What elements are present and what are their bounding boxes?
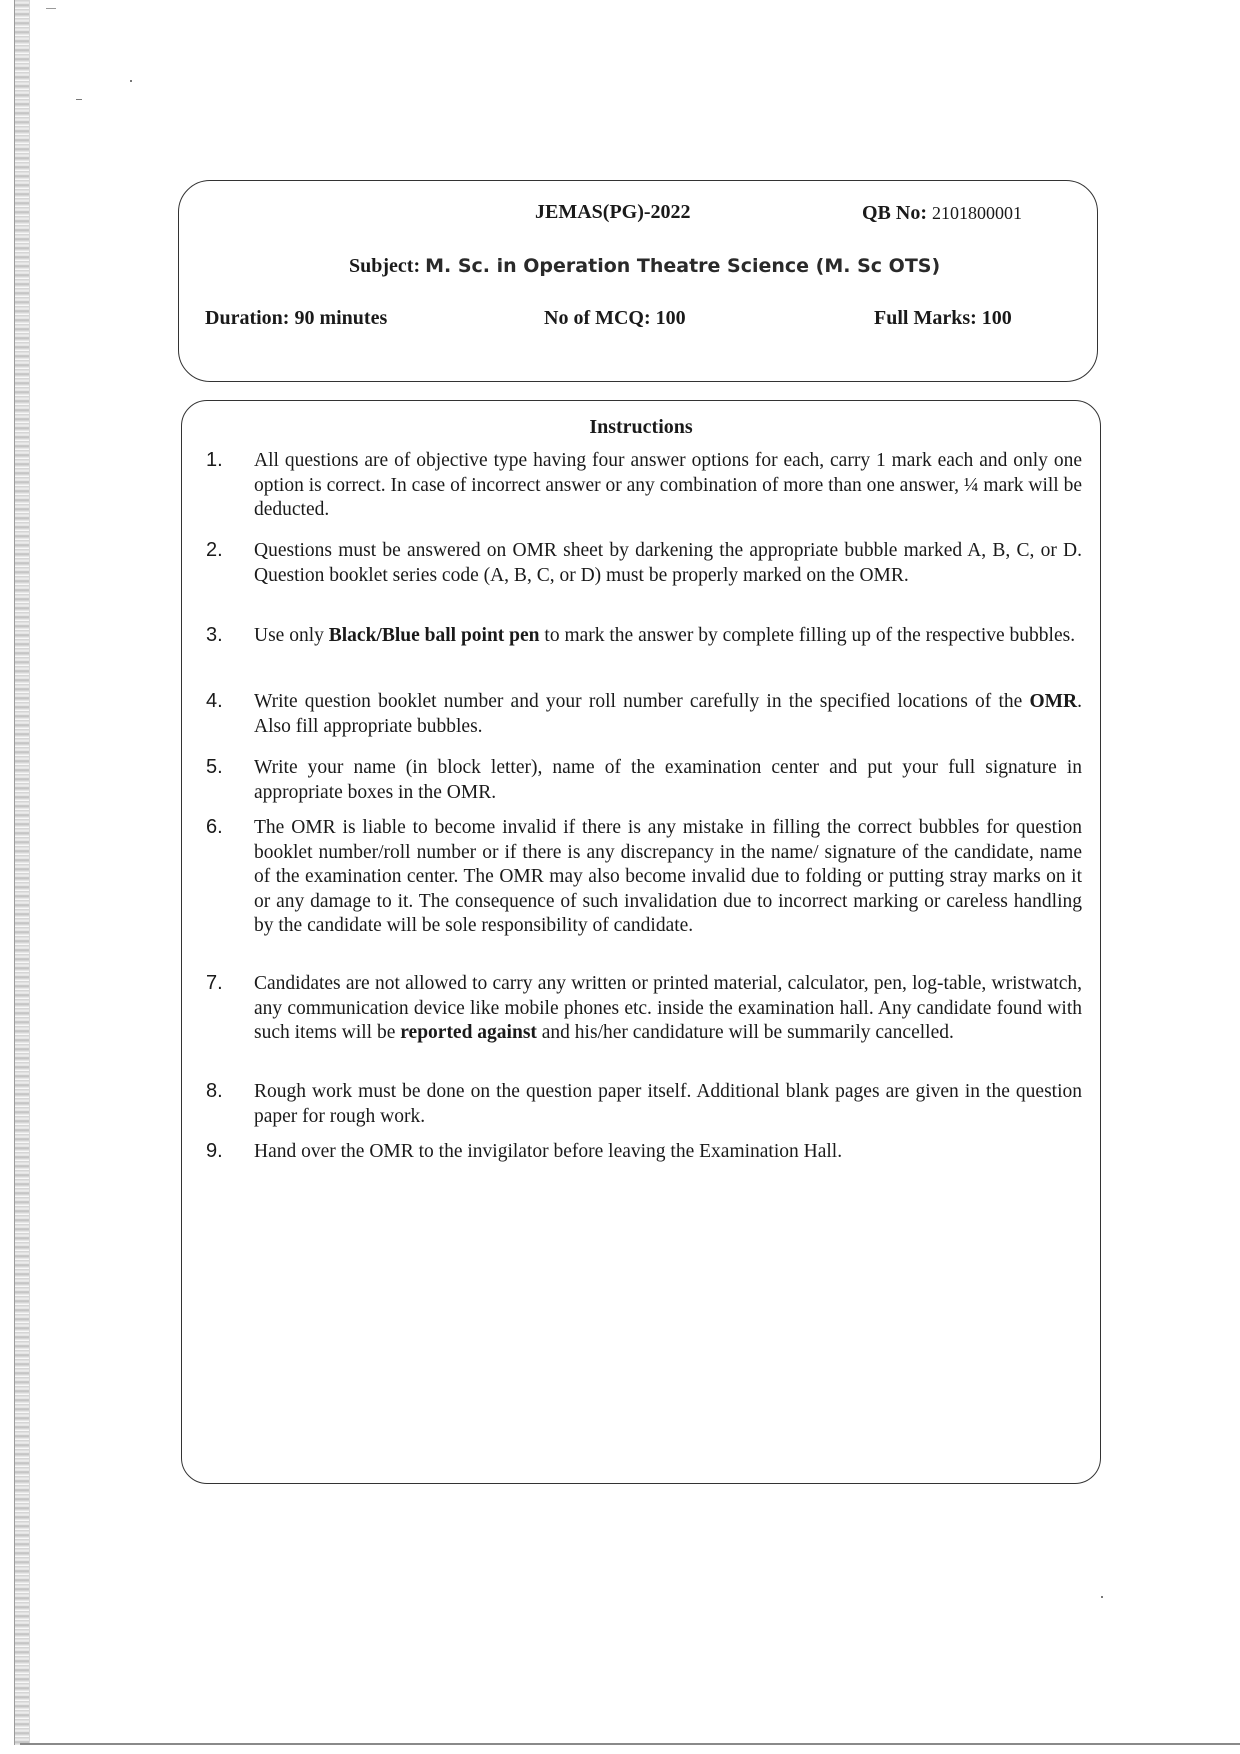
instruction-text-run: to mark the answer by complete filling up of the respective bubbles.: [539, 625, 1076, 646]
qb-number-value: 2101800001: [932, 203, 1022, 223]
subject-line: [349, 255, 940, 278]
instruction-text: [254, 1080, 1082, 1129]
instruction-number: 6.: [206, 816, 223, 838]
instruction-bold-text: reported against: [400, 1022, 537, 1043]
scan-bottom-edge: [20, 1743, 1240, 1745]
exam-duration: Duration: 90 minutes: [205, 307, 388, 329]
instruction-text: [254, 539, 1082, 588]
subject-value: M. Sc. in Operation Theatre Science (M. Sc OTS): [425, 255, 941, 277]
instruction-text-run: All questions are of objective type having four answer options for each, carry 1 mark each and only one option is correct. In case of incorrect answer or any combination of more than one answer, ¼ mark will be deducted.: [254, 450, 1082, 520]
scan-speck: [130, 80, 132, 82]
scan-binding-edge: [14, 0, 30, 1745]
instruction-text: [254, 690, 1082, 739]
instructions-box: [181, 400, 1101, 1484]
instruction-number: 9.: [206, 1140, 223, 1162]
instruction-number: 2.: [206, 539, 223, 561]
qb-label: QB No:: [862, 202, 927, 224]
instructions-heading: Instructions: [589, 416, 693, 438]
qb-number: [862, 202, 1022, 225]
instruction-number: 7.: [206, 972, 223, 994]
instruction-text-run: and his/her candidature will be summarily cancelled.: [536, 1022, 954, 1043]
exam-header-box: [178, 180, 1098, 382]
instruction-text: [254, 1140, 1082, 1165]
instruction-text: [254, 972, 1082, 1046]
instruction-text-run: Candidates are not allowed to carry any written or printed material, calculator, pen, log-table, wristwatch, any communication device like mobile phones etc. inside the examination hall. Any candidate found with such items will be: [254, 973, 1082, 1043]
instruction-text: [254, 816, 1082, 939]
scan-speck: [76, 99, 82, 100]
instruction-number: 5.: [206, 756, 223, 778]
instruction-bold-text: Black/Blue ball point pen: [328, 625, 540, 646]
instruction-text-run: The OMR is liable to become invalid if there is any mistake in filling the correct bubbles for question booklet number/roll number or if there is any discrepancy in the name/ signature of the candidate, name of the examination center. The OMR may also become invalid due to folding or putting stray marks on it or any damage to it. The consequence of such invalidation due to incorrect marking or careless handling by the candidate will be sole responsibility of candidate.: [254, 817, 1082, 936]
instruction-text: [254, 449, 1082, 523]
instruction-text-run: Use only: [254, 625, 329, 646]
scan-speck: [1101, 1596, 1103, 1598]
instruction-number: 3.: [206, 624, 223, 646]
instruction-text: [254, 756, 1082, 805]
instruction-text-run: Rough work must be done on the question paper itself. Additional blank pages are given in the question paper for rough work.: [254, 1081, 1082, 1127]
instruction-text-run: . Also fill appropriate bubbles.: [254, 691, 1082, 737]
instruction-text-run: Questions must be answered on OMR sheet by darkening the appropriate bubble marked A, B, C, or D. Question booklet series code (A, B, C, or D) must be properly marked on the OMR.: [254, 540, 1082, 586]
instruction-text-run: Write your name (in block letter), name of the examination center and put your full signature in appropriate boxes in the OMR.: [254, 757, 1082, 803]
instruction-text-run: Write question booklet number and your roll number carefully in the specified locations of the: [254, 691, 1030, 712]
instruction-number: 4.: [206, 690, 223, 712]
instruction-number: 8.: [206, 1080, 223, 1102]
instruction-text: [254, 624, 1082, 649]
instruction-text-run: Hand over the OMR to the invigilator before leaving the Examination Hall.: [254, 1141, 843, 1162]
instruction-bold-text: OMR: [1029, 691, 1078, 712]
subject-label: Subject:: [349, 255, 426, 277]
scan-speck: [46, 8, 56, 9]
exam-name: JEMAS(PG)-2022: [535, 201, 691, 223]
full-marks: Full Marks: 100: [874, 307, 1012, 329]
mcq-count: No of MCQ: 100: [544, 307, 686, 329]
instruction-number: 1.: [206, 449, 223, 471]
